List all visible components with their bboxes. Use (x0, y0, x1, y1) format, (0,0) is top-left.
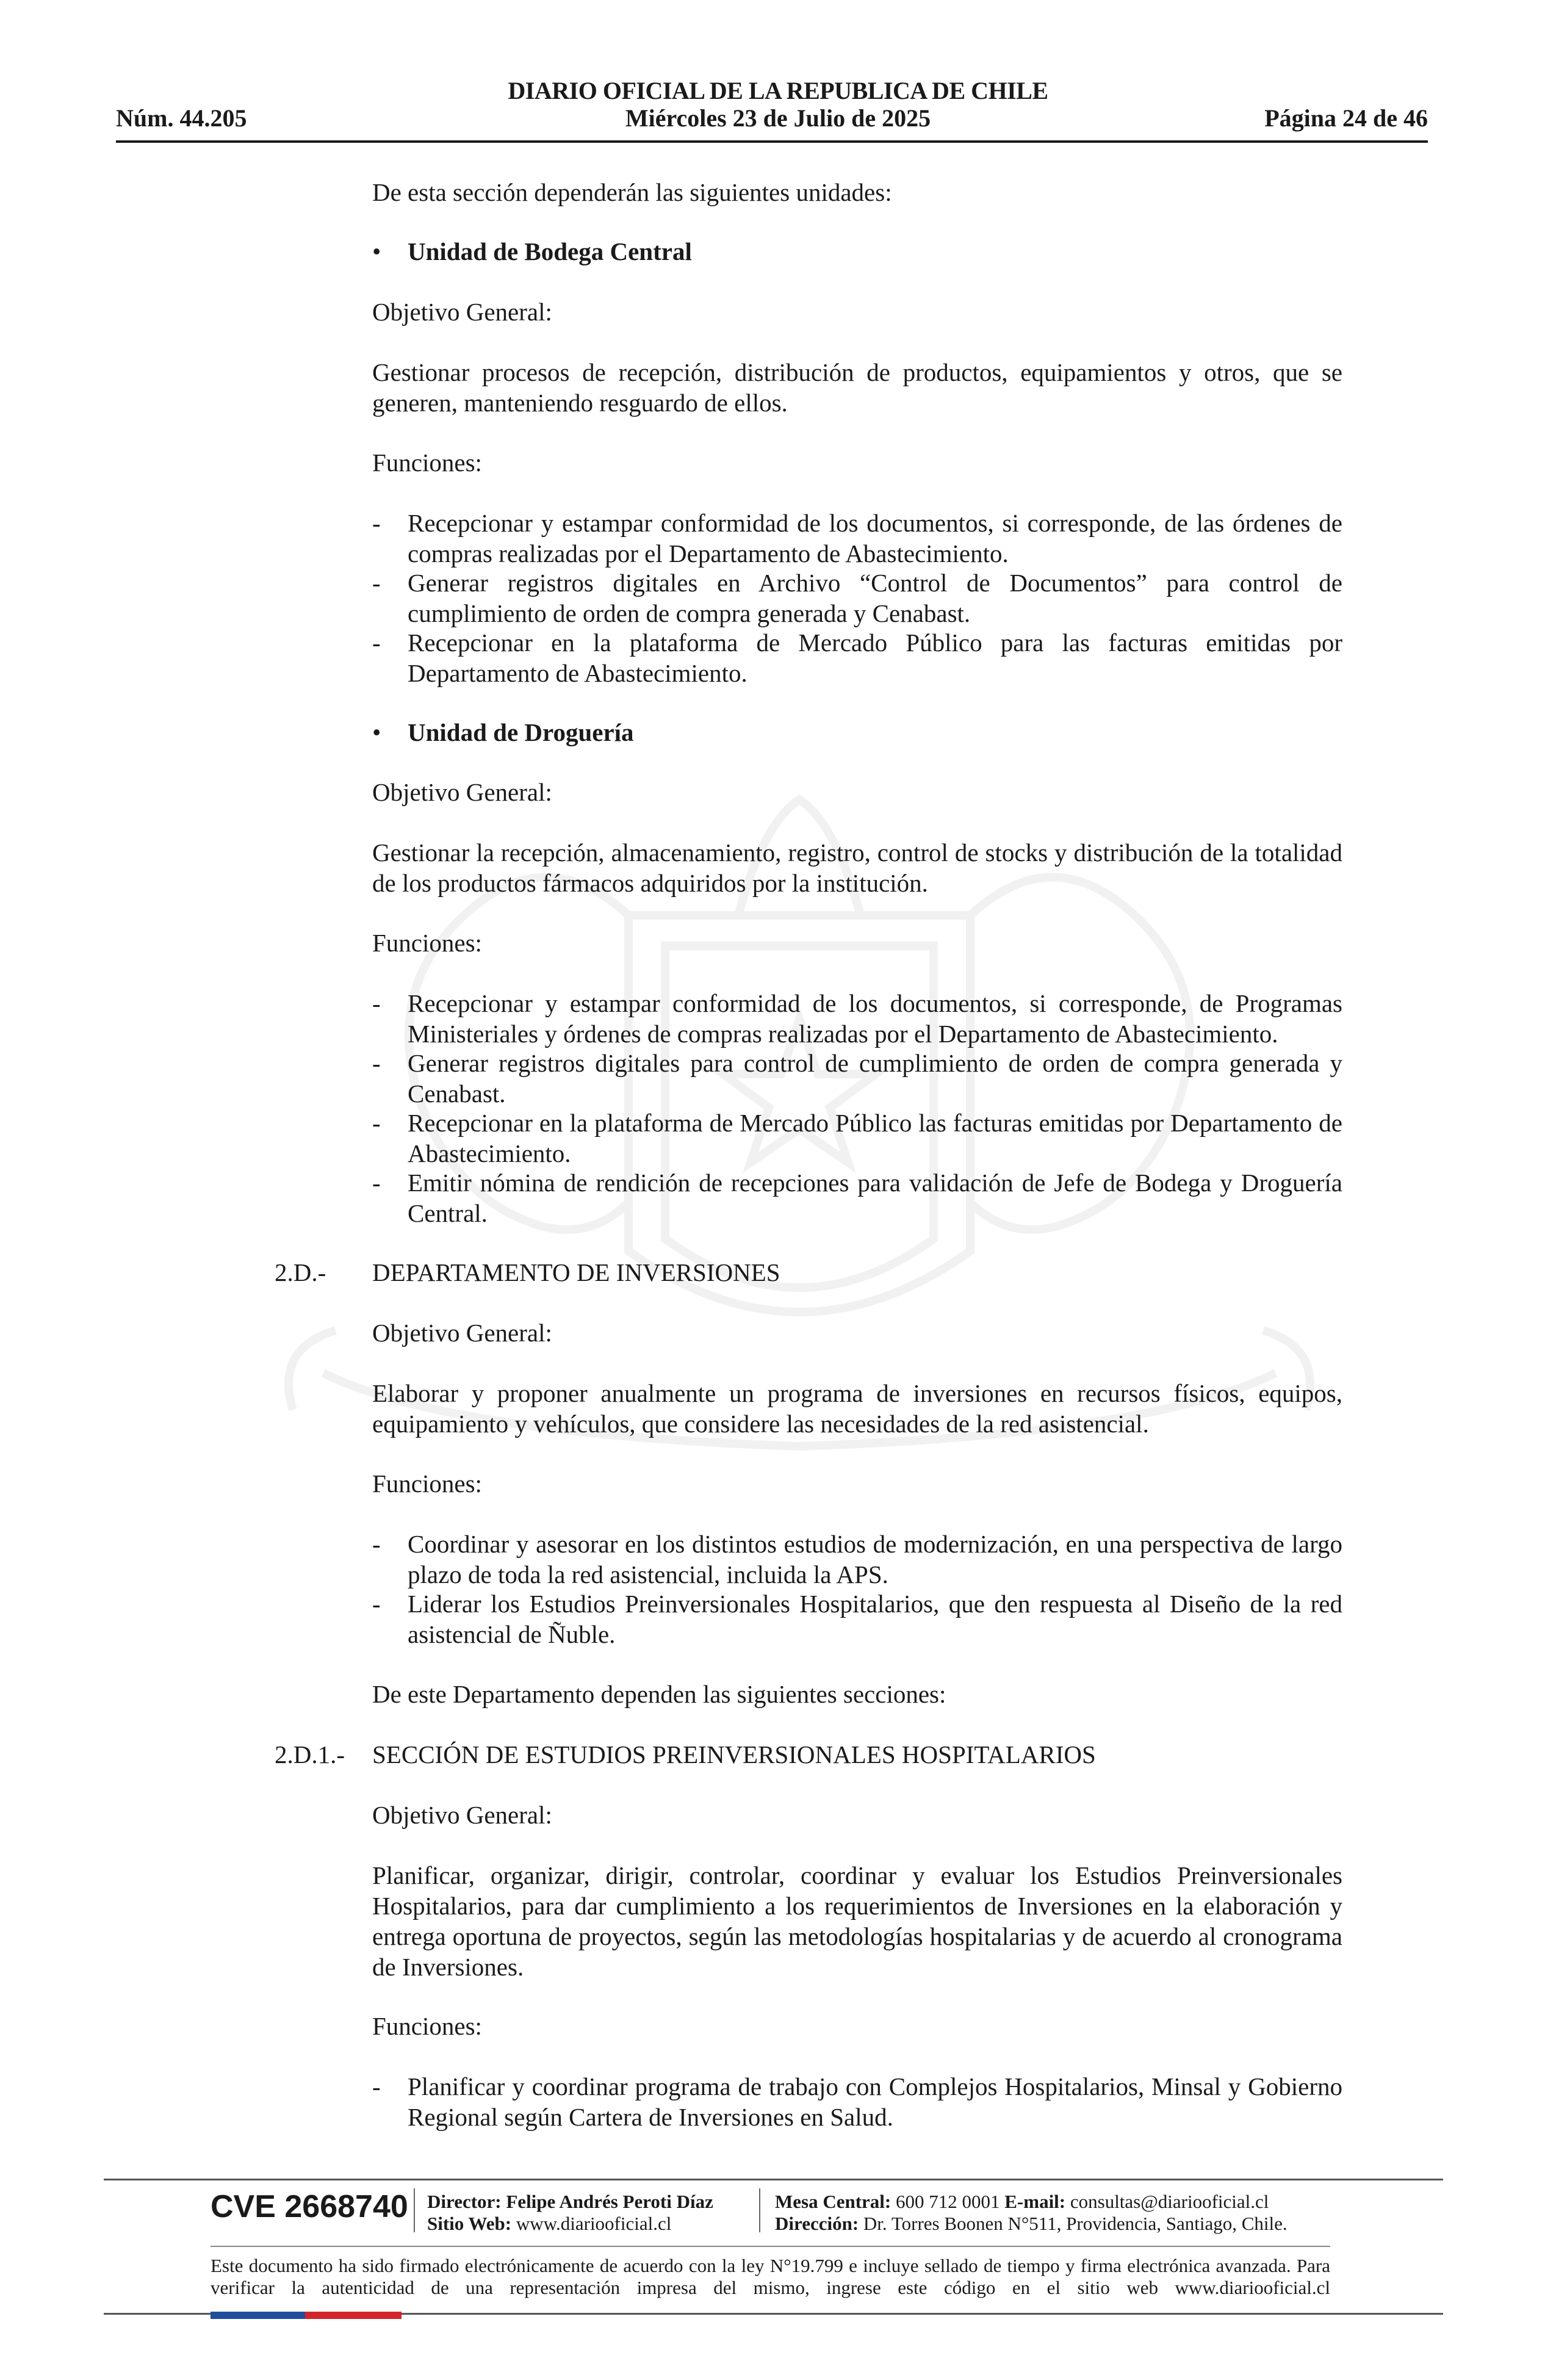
signature-notice: Este documento ha sido firmado electrónicamente de acuerdo con la ley N°19.799 e incluye sellado de tiempo y firma electrónica avanzada. Para verificar la autenticidad de una representación impresa del mismo, ingrese este código en el sitio web www.diariooficial.cl (211, 2255, 1330, 2298)
footer-divider-mid (211, 2246, 1330, 2247)
email-label: E-mail: (1004, 2191, 1066, 2212)
footer-separator (759, 2188, 760, 2232)
section-objective-label: Objetivo General: (372, 1801, 552, 1829)
unit1-functions-label: Funciones: (372, 449, 482, 477)
footer-contact-block (775, 2191, 1288, 2235)
dash-icon: - (372, 2072, 381, 2101)
phone-number: 600 712 0001 (896, 2191, 1000, 2212)
list-item-text: Recepcionar y estampar conformidad de los documentos, si corresponde, de las órdenes de compras realizadas por el Departamento de Abastecimiento. (408, 509, 1342, 568)
dash-icon: - (372, 629, 381, 657)
list-item (372, 568, 1342, 629)
list-item-text: Recepcionar en la plataforma de Mercado Público para las facturas emitidas por Departamento de Abastecimiento. (408, 629, 1342, 687)
address-text: Dr. Torres Boonen N°511, Providencia, Santiago, Chile. (863, 2213, 1288, 2234)
unit2-title: Unidad de Droguería (408, 718, 634, 746)
page-number: Página 24 de 46 (1264, 104, 1428, 132)
section-number: 2.D.1.- (275, 1740, 345, 1769)
issue-date: Miércoles 23 de Julio de 2025 (625, 104, 931, 132)
unit1-title: Unidad de Bodega Central (408, 237, 692, 265)
section-title: SECCIÓN DE ESTUDIOS PREINVERSIONALES HOSPITALARIOS (372, 1740, 1096, 1769)
list-item (372, 1108, 1342, 1169)
list-item (372, 508, 1342, 569)
list-item (372, 1529, 1342, 1590)
dept-functions-label: Funciones: (372, 1469, 482, 1498)
dash-icon: - (372, 1109, 381, 1137)
unit2-functions-label: Funciones: (372, 929, 482, 957)
list-item (372, 988, 1342, 1049)
list-item-text: Recepcionar en la plataforma de Mercado Público las facturas emitidas por Departamento de Abastecimiento. (408, 1109, 1342, 1167)
email-link[interactable]: consultas@diariooficial.cl (1070, 2191, 1269, 2212)
director-name: Felipe Andrés Peroti Díaz (506, 2191, 713, 2212)
unit1-objective-label: Objetivo General: (372, 298, 552, 326)
director-label: Director: (427, 2191, 502, 2212)
website-label: Sitio Web: (427, 2213, 512, 2234)
dept-objective-label: Objetivo General: (372, 1319, 552, 1347)
dash-icon: - (372, 509, 381, 537)
intro-text: De esta sección dependerán las siguientes unidades: (372, 178, 892, 206)
list-item (372, 1048, 1342, 1109)
list-item-text: Generar registros digitales en Archivo “Control de Documentos” para control de cumplimiento de orden de compra generada y Cenabast. (408, 569, 1342, 627)
unit2-objective: Gestionar la recepción, almacenamiento, registro, control de stocks y distribución de la totalidad de los productos fármacos adquiridos por la institución. (372, 838, 1342, 897)
newspaper-title: DIARIO OFICIAL DE LA REPUBLICA DE CHILE (508, 77, 1048, 104)
header-divider (116, 140, 1428, 143)
list-item-text: Emitir nómina de rendición de recepciones para validación de Jefe de Bodega y Droguería Central. (408, 1169, 1342, 1227)
bullet-icon: • (372, 718, 381, 746)
dash-icon: - (372, 1590, 381, 1618)
unit1-objective: Gestionar procesos de recepción, distribución de productos, equipamientos y otros, que se generen, manteniendo resguardo de ellos. (372, 358, 1342, 417)
dash-icon: - (372, 989, 381, 1017)
bullet-icon: • (372, 237, 381, 265)
section-objective: Planificar, organizar, dirigir, controlar, coordinar y evaluar los Estudios Preinversionales Hospitalarios, para dar cumplimiento a los requerimientos de Inversiones en la elaboración y entrega oportuna de proyectos, según las metodologías hospitalarias y de acuerdo al cronograma de Inversiones. (372, 1861, 1342, 1981)
unit2-objective-label: Objetivo General: (372, 778, 552, 806)
dept-title: DEPARTAMENTO DE INVERSIONES (372, 1258, 780, 1286)
dept-objective: Elaborar y proponer anualmente un programa de inversiones en recursos físicos, equipos, equipamiento y vehículos, que considere las necesidades de la red asistencial. (372, 1379, 1342, 1438)
list-item-text: Liderar los Estudios Preinversionales Hospitalarios, que den respuesta al Diseño de la red asistencial de Ñuble. (408, 1590, 1342, 1648)
footer-director-block (427, 2191, 713, 2235)
list-item (372, 627, 1342, 688)
cve-code: CVE 2668740 (211, 2189, 408, 2224)
list-item-text: Coordinar y asesorar en los distintos estudios de modernización, en una perspectiva de largo plazo de toda la red asistencial, incluida la APS. (408, 1530, 1342, 1588)
dash-icon: - (372, 569, 381, 597)
flag-stripe-red (305, 2312, 402, 2319)
address-label: Dirección: (775, 2213, 859, 2234)
flag-stripe-blue (211, 2312, 305, 2319)
list-item-text: Generar registros digitales para control de cumplimiento de orden de compra generada y Cenabast. (408, 1049, 1342, 1108)
phone-label: Mesa Central: (775, 2191, 891, 2212)
website-link[interactable]: www.diariooficial.cl (516, 2213, 672, 2234)
section-functions-label: Funciones: (372, 2012, 482, 2040)
list-item-text: Planificar y coordinar programa de trabajo con Complejos Hospitalarios, Minsal y Gobierno Regional según Cartera de Inversiones en Salud. (408, 2072, 1342, 2131)
footer-separator (414, 2188, 415, 2232)
footer-divider-top (104, 2179, 1443, 2180)
list-item-text: Recepcionar y estampar conformidad de los documentos, si corresponde, de Programas Ministeriales y órdenes de compras realizadas por el Departamento de Abastecimiento. (408, 989, 1342, 1048)
dept-sections-intro: De este Departamento dependen las siguientes secciones: (372, 1680, 946, 1708)
dept-number: 2.D.- (275, 1258, 326, 1286)
list-item (372, 1167, 1342, 1228)
dash-icon: - (372, 1169, 381, 1197)
dash-icon: - (372, 1049, 381, 1077)
list-item (372, 1588, 1342, 1650)
dash-icon: - (372, 1530, 381, 1558)
issue-number: Núm. 44.205 (116, 104, 247, 132)
list-item (372, 2071, 1342, 2132)
